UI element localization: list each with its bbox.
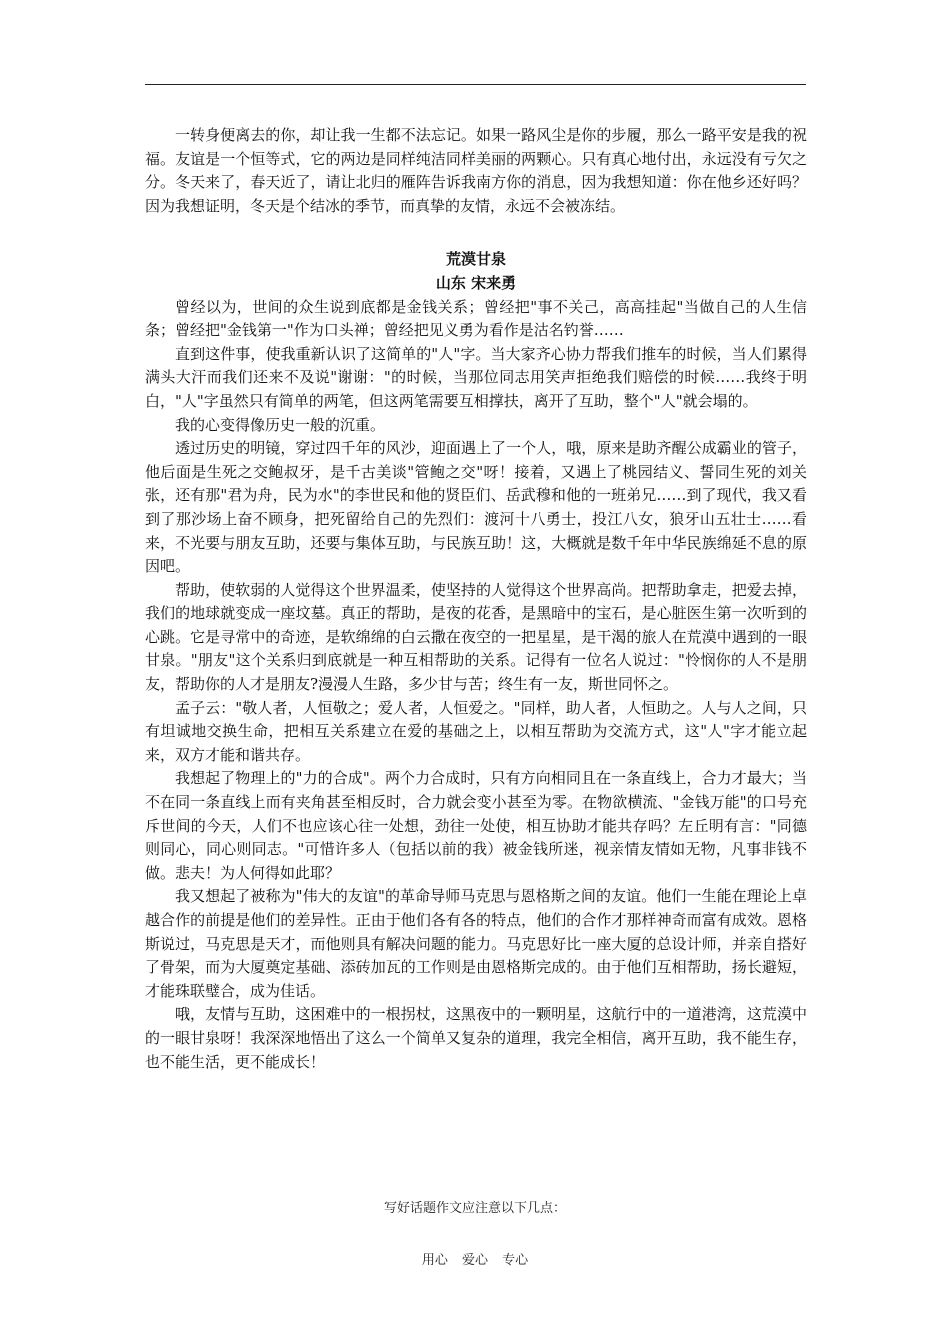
intro-paragraph: 一转身便离去的你，却让我一生都不法忘记。如果一路风尘是你的步履，那么一路平安是我的祝福。友谊是一个恒等式，它的两边是同样纯洁同样美丽的两颗心。只有真心地付出，永远没有亏欠之分。冬天来了，春天近了，请让北归的雁阵告诉我南方你的消息，因为我想知道：你在他乡还好吗？因为我想证明，冬天是个结冰的季节，而真挚的友情，永远不会被冻结。 bbox=[145, 126, 807, 215]
article-author: 山东 宋来勇 bbox=[435, 273, 517, 292]
article-title: 荒漠甘泉 bbox=[445, 250, 506, 269]
article-paragraph: 曾经以为，世间的众生说到底都是金钱关系；曾经把"事不关己，高高挂起"当做自己的人生信条；曾经把"金钱第一"作为口头禅；曾经把见义勇为看作是沽名钓誉…… bbox=[145, 297, 807, 340]
article-paragraph: 孟子云："敬人者，人恒敬之；爱人者，人恒爱之。"同样，助人者，人恒助之。人与人之间，只有坦诚地交换生命，把相互关系建立在爱的基础之上，以相互帮助为交流方式，这"人"字才能立起来，双方才能和谐共存。 bbox=[145, 698, 807, 764]
footer-motto: 用心 爱心 专心 bbox=[421, 1253, 529, 1268]
article-paragraph: 哦，友情与互助，这困难中的一根拐杖，这黑夜中的一颗明星，这航行中的一道港湾，这荒漠中的一眼甘泉呀！我深深地悟出了这么一个简单又复杂的道理，我完全相信，离开互助，我不能生存，也不能生活，更不能成长！ bbox=[145, 1005, 807, 1071]
article-paragraph: 我的心变得像历史一般的沉重。 bbox=[175, 415, 386, 434]
article-paragraph: 直到这件事，使我重新认识了这简单的"人"字。当大家齐心协力帮我们推车的时候，当人们累得满头大汗而我们还来不及说"谢谢："的时候，当那位同志用笑声拒绝我们赔偿的时候……我终于明白，"人"字虽然只有简单的两笔，但这两笔需要互相撑扶，离开了互助，整个"人"就会塌的。 bbox=[145, 344, 807, 410]
article-paragraph: 帮助，使软弱的人觉得这个世界温柔，使坚持的人觉得这个世界高尚。把帮助拿走，把爱去掉，我们的地球就变成一座坟墓。真正的帮助，是夜的花香，是黑暗中的宝石，是心脏医生第一次听到的心跳。它是寻常中的奇迹，是软绵绵的白云撒在夜空的一把星星，是干渴的旅人在荒漠中遇到的一眼甘泉。"朋友"这个关系归到底就是一种互相帮助的关系。记得有一位名人说过："怜悯你的人不是朋友，帮助你的人才是朋友?漫漫人生路，多少甘与苦；终生有一友，斯世同怀之。 bbox=[145, 580, 807, 694]
footer-note: 写好话题作文应注意以下几点： bbox=[383, 1201, 566, 1216]
article-paragraph: 我想起了物理上的"力的合成"。两个力合成时，只有方向相同且在一条直线上，合力才最大；当不在同一条直线上而有夹角甚至相反时，合力就会变小甚至为零。在物欲横流、"金钱万能"的口号充斥世间的今天，人们不也应该心往一处想，劲往一处使，相互协助才能共存吗？左丘明有言："同德则同心，同心则同志。"可惜许多人（包括以前的我）被金钱所迷，视亲情友情如无物，凡事非钱不做。悲夫！为人何得如此耶？ bbox=[145, 769, 807, 882]
article-paragraph: 透过历史的明镜，穿过四千年的风沙，迎面遇上了一个人，哦，原来是助齐醒公成霸业的管子，他后面是生死之交鲍叔牙，是千古美谈"管鲍之交"呀！接着，又遇上了桃园结义、誓同生死的刘关张，还有那"君为舟，民为水"的李世民和他的贤臣们、岳武穆和他的一班弟兄……到了现代，我又看到了那沙场上奋不顾身，把死留给自己的先烈们：渡河十八勇士，投江八女，狼牙山五壮士……看来，不光要与朋友互助，还要与集体互助，与民族互助！这，大概就是数千年中华民族绵延不息的原因吧。 bbox=[145, 439, 807, 576]
page-content bbox=[145, 124, 807, 1074]
header-rule bbox=[145, 84, 806, 85]
article-paragraph: 我又想起了被称为"伟大的友谊"的革命导师马克思与恩格斯之间的友谊。他们一生能在理论上卓越合作的前提是他们的差异性。正由于他们各有各的特点，他们的合作才那样神奇而富有成效。恩格斯说过，马克思是天才，而他则具有解决问题的能力。马克思好比一座大厦的总设计师，并亲自搭好了骨架，而为大厦奠定基础、添砖加瓦的工作则是由恩格斯完成的。由于他们互相帮助，扬长避短，才能珠联璧合，成为佳话。 bbox=[145, 887, 807, 1000]
